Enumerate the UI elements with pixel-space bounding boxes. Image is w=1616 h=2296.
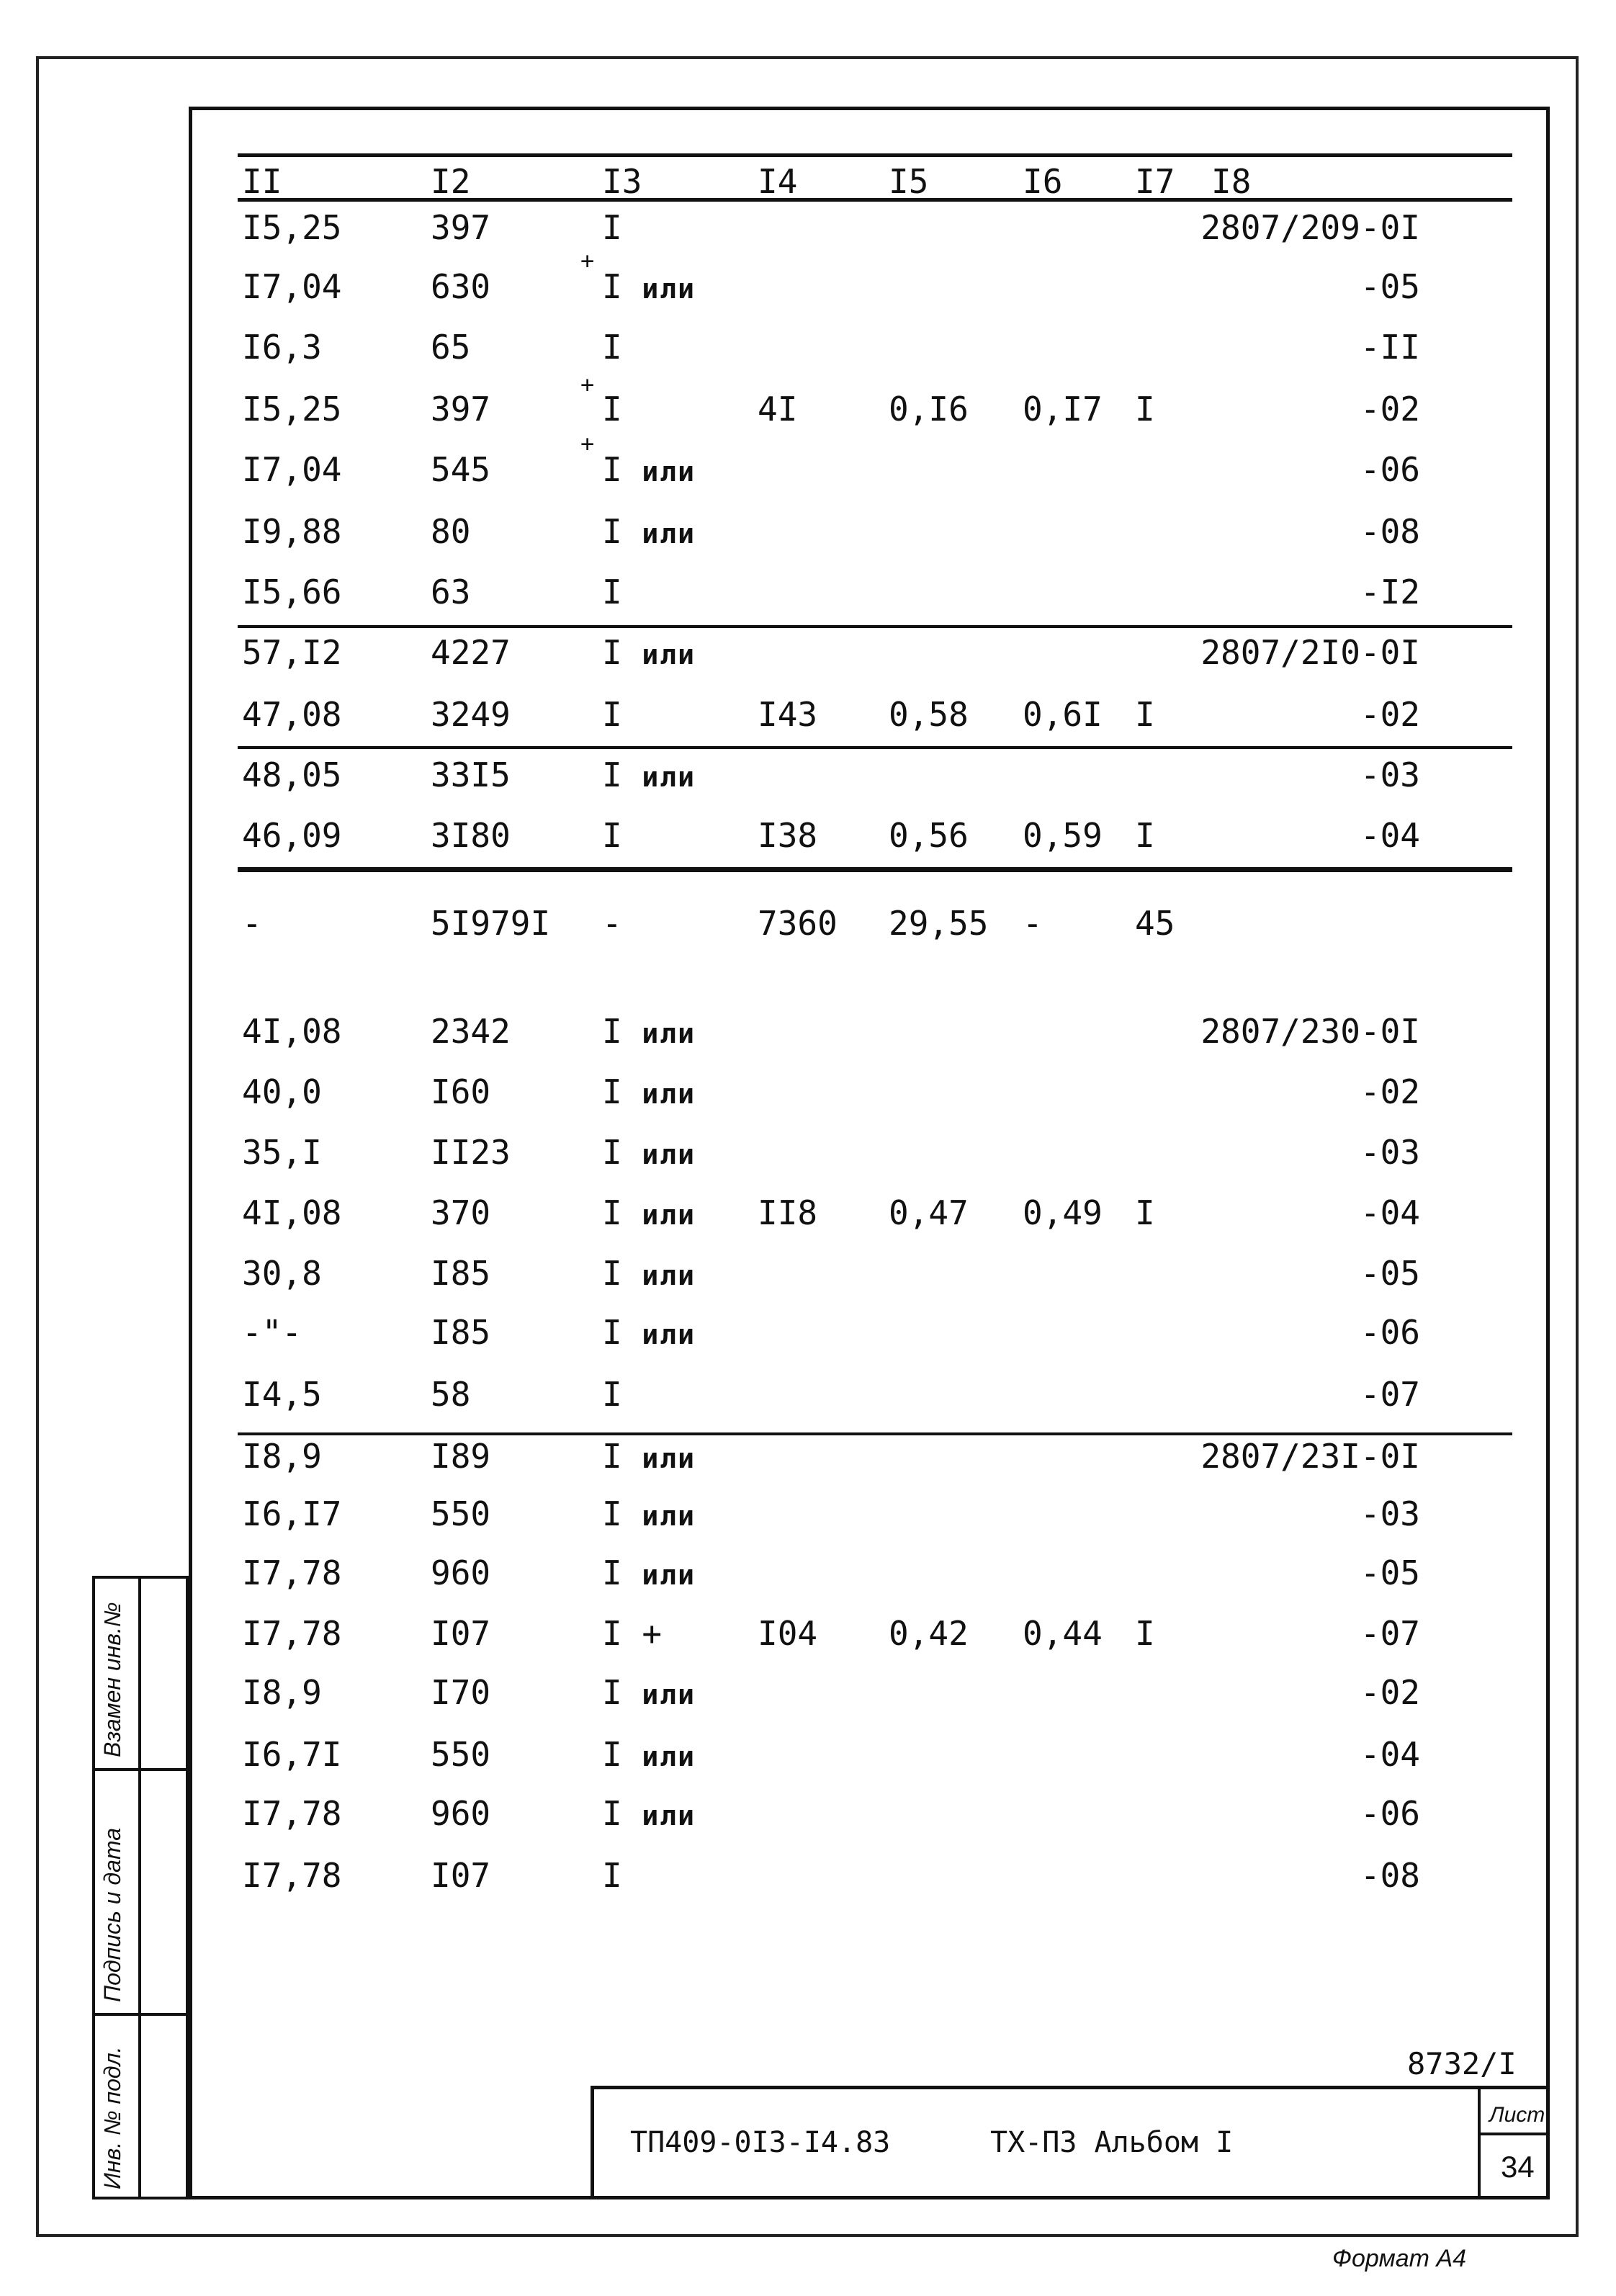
table-cell: I или xyxy=(602,1254,696,1293)
sheet-box xyxy=(1478,2089,1550,2199)
table-cell-designation: -05 xyxy=(1360,1553,1420,1592)
sheet-label: Лист xyxy=(1489,2103,1545,2127)
table-cell: I7,78 xyxy=(242,1794,342,1833)
table-cell: 550 xyxy=(431,1494,491,1533)
table-cell: 4I,08 xyxy=(242,1193,342,1232)
table-cell: I или xyxy=(602,1794,696,1833)
table-cell-designation: -02 xyxy=(1360,390,1420,429)
table-cell: 29,55 xyxy=(889,904,989,943)
table-cell: -"- xyxy=(242,1313,302,1352)
table-cell: I xyxy=(1135,390,1155,429)
table-cell: I5,25 xyxy=(242,208,342,247)
side-divider xyxy=(138,1576,141,2199)
table-cell: I или xyxy=(602,1735,696,1774)
table-cell-designation: -II xyxy=(1360,328,1420,367)
table-cell: I85 xyxy=(431,1254,491,1293)
table-cell: I8,9 xyxy=(242,1437,322,1476)
table-cell: I7,04 xyxy=(242,450,342,489)
table-cell: I7,78 xyxy=(242,1856,342,1895)
table-cell: I или xyxy=(602,633,696,672)
table-cell: - xyxy=(1023,904,1043,943)
table-cell: I xyxy=(602,208,622,247)
table-cell: 0,59 xyxy=(1023,816,1103,855)
table-cell: I70 xyxy=(431,1673,491,1712)
table-cell: I xyxy=(602,695,622,734)
table-cell: I xyxy=(1135,1193,1155,1232)
table-cell: I5,66 xyxy=(242,573,342,611)
table-cell: I или xyxy=(602,1133,696,1172)
table-cell: I или xyxy=(602,1313,696,1352)
table-cell: I или xyxy=(602,1072,696,1111)
table-cell-designation: -08 xyxy=(1360,1856,1420,1895)
table-cell: I + xyxy=(602,1614,663,1653)
table-cell-designation: -02 xyxy=(1360,695,1420,734)
table-cell: 960 xyxy=(431,1553,491,1592)
sheet-number: 34 xyxy=(1501,2150,1535,2184)
table-cell: I или xyxy=(602,1673,696,1712)
table-cell: 960 xyxy=(431,1794,491,1833)
table-cell: I xyxy=(1135,695,1155,734)
table-cell: I xyxy=(602,1856,622,1895)
format-label: Формат А4 xyxy=(1332,2245,1467,2272)
table-cell-designation: -04 xyxy=(1360,816,1420,855)
table-cell: I или xyxy=(602,755,696,794)
header-cell: I2 xyxy=(431,162,471,201)
table-cell: 4I xyxy=(758,390,798,429)
table-cell-designation: -02 xyxy=(1360,1673,1420,1712)
table-cell-designation: -04 xyxy=(1360,1735,1420,1774)
table-cell: 370 xyxy=(431,1193,491,1232)
table-cell: 0,6I xyxy=(1023,695,1103,734)
header-cell: I5 xyxy=(889,162,929,201)
table-cell: - xyxy=(602,904,622,943)
table-cell-designation: -06 xyxy=(1360,450,1420,489)
table-cell: I xyxy=(1135,1614,1155,1653)
table-cell: I или xyxy=(602,1494,696,1533)
document-stamp-number: 8732/I xyxy=(1407,2046,1517,2081)
table-cell: 3I80 xyxy=(431,816,511,855)
table-cell-designation: 2807/209-0I xyxy=(1200,208,1420,247)
table-cell: 48,05 xyxy=(242,755,342,794)
table-cell: I4,5 xyxy=(242,1375,322,1414)
table-cell-designation: -I2 xyxy=(1360,573,1420,611)
table-cell: I или xyxy=(602,1553,696,1592)
table-cell: I85 xyxy=(431,1313,491,1352)
table-cell: 7360 xyxy=(758,904,838,943)
table-cell: 35,I xyxy=(242,1133,322,1172)
header-cell: I8 xyxy=(1211,162,1252,201)
table-cell: - xyxy=(242,904,262,943)
table-cell-designation: -05 xyxy=(1360,1254,1420,1293)
table-cell: I7,78 xyxy=(242,1553,342,1592)
table-cell: I07 xyxy=(431,1856,491,1895)
table-cell-designation: -07 xyxy=(1360,1614,1420,1653)
table-cell: 4227 xyxy=(431,633,511,672)
sheet-separator xyxy=(1481,2133,1550,2135)
table-cell: I8,9 xyxy=(242,1673,322,1712)
table-cell: 33I5 xyxy=(431,755,511,794)
total-rule xyxy=(238,867,1512,872)
table-cell: I6,I7 xyxy=(242,1494,342,1533)
plus-mark: + xyxy=(580,247,595,274)
table-cell: 5I979I xyxy=(431,904,551,943)
plus-mark: + xyxy=(580,430,595,457)
table-cell-designation: -04 xyxy=(1360,1193,1420,1232)
table-cell: I6,7I xyxy=(242,1735,342,1774)
table-cell: 63 xyxy=(431,573,471,611)
table-cell: I89 xyxy=(431,1437,491,1476)
table-cell: 47,08 xyxy=(242,695,342,734)
table-cell: I38 xyxy=(758,816,818,855)
header-cell: I7 xyxy=(1135,162,1175,201)
table-cell: 45 xyxy=(1135,904,1175,943)
table-cell: 4I,08 xyxy=(242,1012,342,1051)
table-cell: 0,58 xyxy=(889,695,969,734)
header-cell: I3 xyxy=(602,162,642,201)
table-cell: I или xyxy=(602,1012,696,1051)
table-cell-designation: 2807/23I-0I xyxy=(1200,1437,1420,1476)
table-cell-designation: 2807/2I0-0I xyxy=(1200,633,1420,672)
table-cell: I xyxy=(602,328,622,367)
table-cell-designation: -06 xyxy=(1360,1794,1420,1833)
table-cell: 630 xyxy=(431,267,491,306)
title-block xyxy=(591,2086,1550,2199)
table-cell: 0,42 xyxy=(889,1614,969,1653)
table-cell-designation: -03 xyxy=(1360,1133,1420,1172)
table-cell-designation: -03 xyxy=(1360,755,1420,794)
table-cell: I60 xyxy=(431,1072,491,1111)
table-cell: II23 xyxy=(431,1133,511,1172)
table-cell-designation: -02 xyxy=(1360,1072,1420,1111)
table-cell: I xyxy=(602,1375,622,1414)
table-cell: 397 xyxy=(431,390,491,429)
header-cell: II xyxy=(242,162,282,201)
table-cell-designation: -08 xyxy=(1360,512,1420,551)
signature-date-stamp: Подпись и дата xyxy=(99,1827,125,2002)
table-cell: 397 xyxy=(431,208,491,247)
table-cell: I9,88 xyxy=(242,512,342,551)
table-cell: I7,04 xyxy=(242,267,342,306)
table-cell: 30,8 xyxy=(242,1254,322,1293)
table-top-rule xyxy=(238,153,1512,157)
table-cell: I или xyxy=(602,267,696,306)
table-cell: 0,44 xyxy=(1023,1614,1103,1653)
table-cell: 0,49 xyxy=(1023,1193,1103,1232)
header-rule xyxy=(238,198,1512,202)
table-cell: 3249 xyxy=(431,695,511,734)
table-cell: 545 xyxy=(431,450,491,489)
table-cell: 2342 xyxy=(431,1012,511,1051)
table-cell: 40,0 xyxy=(242,1072,322,1111)
group-rule xyxy=(238,1432,1512,1435)
table-cell: I xyxy=(602,816,622,855)
table-cell: 0,I7 xyxy=(1023,390,1103,429)
table-cell: 46,09 xyxy=(242,816,342,855)
table-cell-designation: -06 xyxy=(1360,1313,1420,1352)
table-cell-designation: -05 xyxy=(1360,267,1420,306)
document-name: ТХ-ПЗ Альбом I xyxy=(990,2126,1234,2159)
table-cell: I07 xyxy=(431,1614,491,1653)
document-code: ТП409-0I3-I4.83 xyxy=(630,2126,891,2159)
table-cell: I04 xyxy=(758,1614,818,1653)
group-rule xyxy=(238,625,1512,628)
table-cell: 80 xyxy=(431,512,471,551)
table-cell: I xyxy=(602,573,622,611)
table-cell: II8 xyxy=(758,1193,818,1232)
inner-frame xyxy=(189,107,1550,2199)
table-cell: 0,I6 xyxy=(889,390,969,429)
table-cell: I xyxy=(1135,816,1155,855)
original-inv-stamp: Инв. № подл. xyxy=(99,2046,125,2189)
table-cell: I или xyxy=(602,1193,696,1232)
table-cell: 0,56 xyxy=(889,816,969,855)
group-rule xyxy=(238,746,1512,749)
table-cell: I5,25 xyxy=(242,390,342,429)
table-cell-designation: -03 xyxy=(1360,1494,1420,1533)
table-cell-designation: -07 xyxy=(1360,1375,1420,1414)
replace-inv-stamp: Взамен инв.№ xyxy=(99,1602,125,1757)
table-cell: I43 xyxy=(758,695,818,734)
table-cell: I или xyxy=(602,450,696,489)
header-cell: I4 xyxy=(758,162,798,201)
table-cell: I7,78 xyxy=(242,1614,342,1653)
table-cell: I xyxy=(602,390,622,429)
table-cell: I или xyxy=(602,1437,696,1476)
table-cell-designation: 2807/230-0I xyxy=(1200,1012,1420,1051)
table-cell: 57,I2 xyxy=(242,633,342,672)
table-cell: I или xyxy=(602,512,696,551)
table-cell: 550 xyxy=(431,1735,491,1774)
table-cell: 0,47 xyxy=(889,1193,969,1232)
table-cell: I6,3 xyxy=(242,328,322,367)
header-cell: I6 xyxy=(1023,162,1063,201)
plus-mark: + xyxy=(580,371,595,398)
table-cell: 58 xyxy=(431,1375,471,1414)
table-cell: 65 xyxy=(431,328,471,367)
